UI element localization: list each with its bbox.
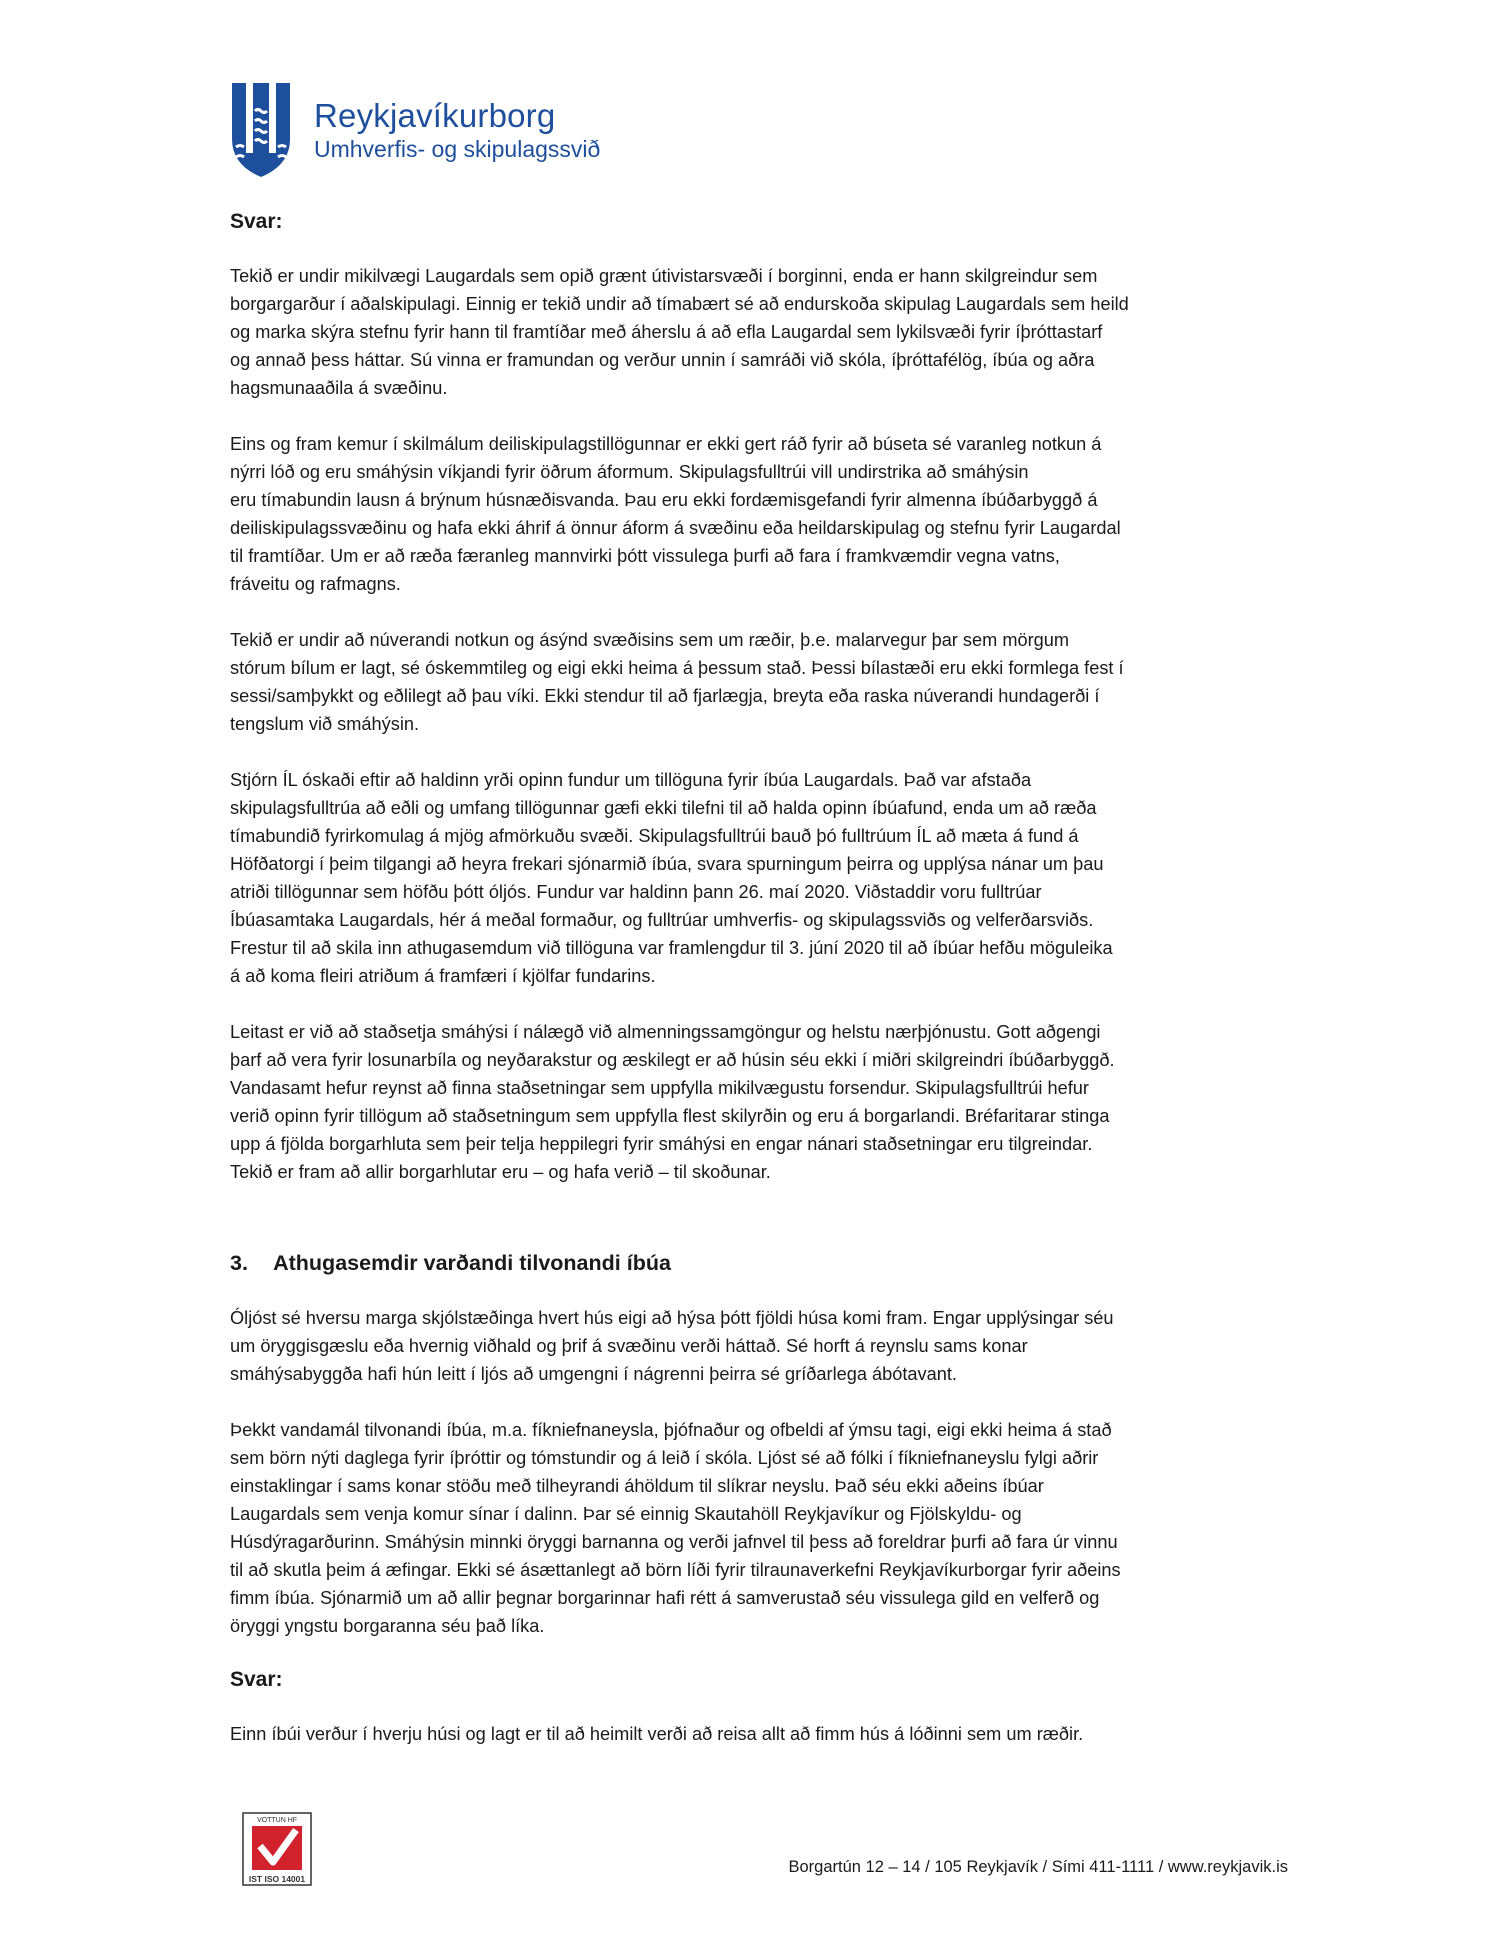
paragraph: Tekið er undir að núverandi notkun og ásýnd svæðisins sem um ræðir, þ.e. malarvegur þar sem mörgum stórum bílum er lagt, sé óskemmtileg og eigi ekki heima á þessum stað. Þessi bílastæði eru ekki formlega fest í sessi/samþykkt og eðlilegt að þau víki. Ekki stendur til að fjarlægja, breyta eða raska núverandi hundagerði í tengslum við smáhýsin. bbox=[230, 630, 1124, 734]
paragraph: Óljóst sé hversu marga skjólstæðinga hvert hús eigi að hýsa þótt fjöldi húsa komi fram. Engar upplýsingar séu um öryggisgæslu eða hvernig viðhald og þrif á svæðinu verði háttað. Sé horft á reynslu sams konar smáhýsabyggða hafi hún leitt í ljós að umgengni í nágrenni þeirra sé gríðarlega ábótavant. bbox=[230, 1308, 1114, 1384]
section-heading bbox=[230, 1248, 1275, 1278]
paragraph: Tekið er undir mikilvægi Laugardals sem opið grænt útivistarsvæði í borginni, enda er hann skilgreindur sem borgargarður í aðalskipulagi. Einnig er tekið undir að tímabært sé að endurskoða skipulag Laugardals sem heild og marka skýra stefnu fyrir hann til framtíðar með áherslu á að efla Laugardal sem lykilsvæði fyrir íþróttastarf og annað þess háttar. Sú vinna er framundan og verður unnin í samráði við skóla, íþróttafélög, íbúa og aðra hagsmunaaðila á svæðinu. bbox=[230, 266, 1129, 398]
section-title: Athugasemdir varðandi tilvonandi íbúa bbox=[273, 1251, 671, 1275]
org-name: Reykjavíkurborg bbox=[314, 96, 556, 134]
cert-top-text: VOTTUN HF bbox=[256, 1817, 298, 1824]
letterhead bbox=[230, 80, 600, 180]
answer-heading: Svar: bbox=[230, 210, 283, 233]
iso-certification-logo bbox=[242, 1812, 312, 1886]
org-department: Umhverfis- og skipulagssvið bbox=[314, 136, 601, 162]
answer-heading: Svar: bbox=[230, 1668, 283, 1691]
paragraph: Stjórn ÍL óskaði eftir að haldinn yrði opinn fundur um tillöguna fyrir íbúa Laugardals. Það var afstaða skipulagsfulltrúa að eðli og umfang tillögunnar gæfi ekki tilefni til að halda opinn íbúafund, enda um að ræða tímabundið fyrirkomulag á mjög afmörkuðu svæði. Skipulagsfulltrúi bauð þó fulltrúum ÍL að mæta á fund á Höfðatorgi í þeim tilgangi að heyra frekari sjónarmið íbúa, svara spurningum þeirra og upplýsa nánar um þau atriði tillögunnar sem höfðu þótt óljós. Fundur var haldinn þann 26. maí 2020. Viðstaddir voru fulltrúar Íbúasamtaka Laugardals, hér á meðal formaður, og fulltrúar umhverfis- og skipulagssviðs og velferðarsviðs. Frestur til að skila inn athugasemdum við tillöguna var framlengdur til 3. júní 2020 til að íbúar hefðu möguleika á að koma fleiri atriðum á framfæri í kjölfar fundarins. bbox=[230, 770, 1113, 986]
org-text bbox=[314, 98, 600, 163]
cert-bottom-text: IST ISO 14001 bbox=[248, 1874, 306, 1884]
section-number: 3. bbox=[230, 1251, 248, 1275]
paragraph: Þekkt vandamál tilvonandi íbúa, m.a. fíkniefnaneysla, þjófnaður og ofbeldi af ýmsu tagi, eigi ekki heima á stað sem börn nýti daglega fyrir íþróttir og tómstundir og á leið í skóla. Ljóst sé að fólki í fíkniefnaneyslu fylgi aðrir einstaklingar í sams konar stöðu með tilheyrandi áhöldum til slíkrar neyslu. Það séu ekki aðeins íbúar Laugardals sem venja komur sínar í dalinn. Þar sé einnig Skautahöll Reykjavíkur og Fjölskyldu- og Húsdýragarðurinn. Smáhýsin minnki öryggi barnanna og verði jafnvel til þess að foreldrar þurfi að fara úr vinnu til að skutla þeim á æfingar. Ekki sé ásættanlegt að börn líði fyrir tilraunaverkefni Reykjavíkurborgar fyrir aðeins fimm íbúa. Sjónarmið um að allir þegnar borgarinnar hafi rétt á samverustað séu vissulega gild en velferð og öryggi yngstu borgaranna séu það líka. bbox=[230, 1420, 1121, 1636]
paragraph: Einn íbúi verður í hverju húsi og lagt er til að heimilt verði að reisa allt að fimm hús á lóðinni sem um ræðir. bbox=[230, 1724, 1084, 1744]
reykjavik-coat-of-arms-icon bbox=[230, 81, 292, 179]
paragraph: Leitast er við að staðsetja smáhýsi í nálægð við almenningssamgöngur og helstu nærþjónustu. Gott aðgengi þarf að vera fyrir losunarbíla og neyðarakstur og æskilegt er að húsin séu ekki í miðri skilgreindri íbúðarbyggð. Vandasamt hefur reynst að finna staðsetningar sem uppfylla mikilvægustu forsendur. Skipulagsfulltrúi hefur verið opinn fyrir tillögum að staðsetningum sem uppfylla flest skilyrðin og eru á borgarlandi. Bréfaritarar stinga upp á fjölda borgarhluta sem þeir telja heppilegri fyrir smáhýsi en engar nánari staðsetningar eru tilgreindar. Tekið er fram að allir borgarhlutar eru – og hafa verið – til skoðunar. bbox=[230, 1022, 1115, 1182]
paragraph: Eins og fram kemur í skilmálum deiliskipulagstillögunnar er ekki gert ráð fyrir að búseta sé varanleg notkun á nýrri lóð og eru smáhýsin víkjandi fyrir öðrum áformum. Skipulagsfulltrúi vill undirstrika að smáhýsin eru tímabundin lausn á brýnum húsnæðisvanda. Þau eru ekki fordæmisgefandi fyrir almenna íbúðarbyggð á deiliskipulagssvæðinu og hafa ekki áhrif á önnur áform á svæðinu eða heildarskipulag og stefnu fyrir Laugardal til framtíðar. Um er að ræða færanleg mannvirki þótt vissulega þurfi að fara í framkvæmdir vegna vatns, fráveitu og rafmagns. bbox=[230, 434, 1121, 594]
footer-address: Borgartún 12 – 14 / 105 Reykjavík / Sími 411-1111 / www.reykjavik.is bbox=[788, 1858, 1288, 1876]
document-body bbox=[230, 208, 1275, 1748]
